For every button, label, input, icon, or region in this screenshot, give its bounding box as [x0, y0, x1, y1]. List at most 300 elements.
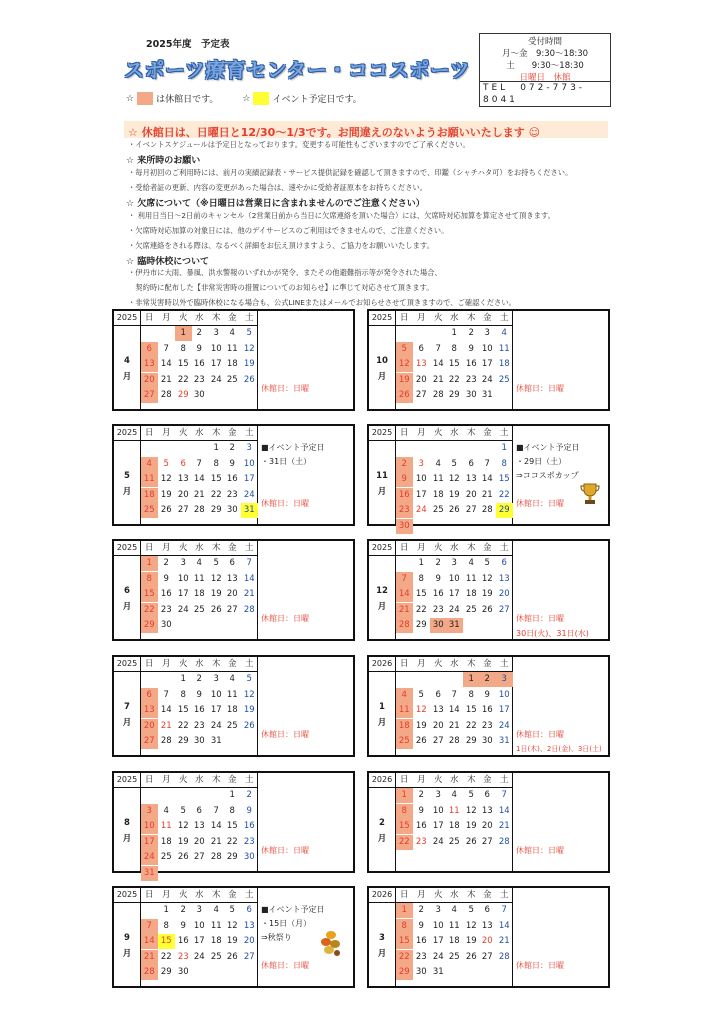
weekday-label: 土	[244, 890, 254, 900]
day-cell: 27	[177, 505, 189, 515]
weekday-label: 木	[211, 659, 221, 669]
month-calendar	[112, 424, 355, 526]
day-cell: 5	[246, 674, 252, 684]
day-cell: 6	[196, 805, 202, 816]
day-cell: 9	[484, 689, 490, 700]
closed-label: 休館日：日曜	[261, 846, 309, 855]
day-cell: 11	[498, 343, 510, 354]
day-cell: 1	[175, 326, 192, 341]
weekday-label: 日	[144, 543, 154, 553]
note-line: 契約時に配布した【非常災害時の措置についてのお知らせ】に準じて対応させて頂きます。	[128, 283, 434, 292]
month-suffix: 月	[122, 602, 132, 612]
day-cell: 16	[177, 936, 189, 946]
day-cell: 27	[498, 604, 510, 615]
day-cell: 13	[481, 920, 493, 931]
calendar-year: 2025	[114, 657, 141, 671]
day-cell: 6	[229, 558, 235, 568]
day-cell: 28	[160, 736, 172, 746]
day-cell: 4	[501, 328, 507, 338]
day-cell: 31	[141, 866, 158, 881]
day-cell: 17	[193, 936, 205, 946]
day-cell: 27	[415, 390, 427, 400]
weekday-label: 月	[416, 659, 426, 669]
day-cell: 29	[177, 736, 189, 746]
day-cell: 16	[160, 589, 172, 599]
day-cell: 16	[193, 705, 205, 715]
day-cell: 20	[498, 589, 510, 599]
day-cell: 4	[229, 328, 235, 338]
weekday-label: 土	[244, 659, 254, 669]
day-cell: 3	[196, 905, 202, 915]
month-suffix: 月	[377, 487, 387, 497]
day-cell: 16	[226, 474, 238, 484]
day-cell: 20	[141, 719, 158, 734]
weekday-label: 月	[416, 313, 426, 323]
day-cell: 22	[448, 374, 460, 385]
day-cell: 12	[210, 573, 222, 584]
weekday-label: 水	[194, 775, 204, 785]
note-line: ・イベントスケジュールは予定日となっております。変更する可能性もございますのでご了承ください。	[128, 140, 470, 149]
weekday-label: 土	[499, 313, 509, 323]
day-cell: 24	[141, 850, 158, 865]
weekday-label: 月	[416, 428, 426, 438]
day-cell: 20	[481, 821, 493, 831]
day-cell: 2	[435, 558, 441, 568]
weekday-label: 水	[449, 543, 459, 553]
day-cell: 11	[465, 573, 477, 584]
day-cell: 2	[396, 457, 413, 472]
day-cell: 21	[160, 374, 172, 385]
day-cell: 21	[498, 821, 510, 831]
day-cell: 20	[481, 936, 493, 946]
day-cell: 22	[465, 720, 477, 731]
hours-weekday: 月～金 9:30～18:30	[501, 49, 589, 59]
day-cell: 1	[396, 788, 413, 803]
day-cell: 4	[451, 905, 457, 915]
day-cell: 24	[432, 951, 444, 962]
day-cell: 11	[226, 689, 238, 700]
day-cell: 9	[229, 458, 235, 469]
day-cell: 19	[210, 589, 222, 599]
autumn-leaves-icon	[318, 928, 344, 958]
closed-label: 休館日：日曜	[261, 614, 309, 623]
day-cell: 18	[396, 719, 413, 734]
day-cell: 2	[196, 328, 202, 338]
day-cell: 24	[193, 951, 205, 962]
day-cell: 24	[415, 505, 427, 515]
weekday-label: 日	[399, 543, 409, 553]
day-cell: 4	[468, 558, 474, 568]
event-swatch	[253, 92, 269, 105]
weekday-label: 日	[399, 659, 409, 669]
weekday-label: 土	[244, 313, 254, 323]
day-cell: 7	[213, 805, 219, 816]
calendar-year: 2025	[114, 311, 141, 325]
day-cell: 29	[210, 505, 222, 515]
day-cell: 4	[196, 558, 202, 568]
weekday-label: 土	[244, 543, 254, 553]
month-calendar	[112, 309, 355, 411]
month-suffix: 月	[377, 372, 387, 382]
weekday-label: 日	[144, 775, 154, 785]
weekday-label: 日	[144, 428, 154, 438]
day-cell: 5	[468, 790, 474, 800]
day-cell: 17	[448, 589, 460, 599]
weekday-label: 土	[244, 428, 254, 438]
day-cell: 22	[498, 489, 510, 500]
day-cell: 23	[432, 604, 444, 615]
weekday-label: 木	[211, 313, 221, 323]
weekday-label: 金	[227, 775, 237, 785]
day-cell: 5	[180, 805, 186, 816]
day-cell: 3	[141, 804, 158, 819]
day-cell: 27	[226, 604, 238, 615]
day-cell: 10	[193, 920, 205, 931]
day-cell: 27	[465, 505, 477, 515]
day-cell: 26	[243, 720, 255, 731]
day-cell: 6	[141, 688, 158, 703]
day-cell: 8	[163, 920, 169, 931]
day-cell: 21	[498, 936, 510, 946]
fiscal-year-label: 2025年度 予定表	[146, 39, 230, 50]
day-cell: 30	[430, 618, 447, 633]
day-cell: 5	[229, 905, 235, 915]
day-cell: 1	[229, 790, 235, 800]
closed-label: 休館日：日曜	[516, 846, 564, 855]
day-cell: 17	[141, 835, 158, 850]
day-cell: 1	[141, 556, 158, 571]
closed-label: 休館日：日曜	[516, 961, 564, 970]
note-heading: ☆ 臨時休校について	[126, 257, 210, 267]
closed-label: 休館日：日曜	[261, 961, 309, 970]
weekday-label: 火	[178, 775, 188, 785]
note-line: ・欠席連絡をされる際は、なるべく詳細をお伝え頂けますよう、ご協力をお願いいたします。	[128, 241, 434, 250]
calendar-year: 2025	[369, 426, 396, 440]
calendar-year: 2025	[369, 311, 396, 325]
day-cell: 16	[396, 488, 413, 503]
month-suffix: 月	[122, 718, 132, 728]
day-cell: 10	[415, 474, 427, 484]
day-cell: 16	[415, 936, 427, 946]
day-cell: 28	[448, 736, 460, 746]
day-cell: 15	[465, 705, 477, 715]
calendar-year: 2025	[114, 541, 141, 555]
weekday-label: 水	[449, 659, 459, 669]
closed-extra: 1日(木)、2日(金)、3日(土)	[516, 745, 602, 753]
day-cell: 10	[481, 343, 493, 354]
weekday-label: 金	[227, 890, 237, 900]
day-cell: 4	[435, 458, 441, 469]
day-cell: 22	[210, 489, 222, 500]
note-line: ・伊丹市に大雨、暴風、洪水警報のいずれかが発令、またその他避難指示等が発令された場合、	[128, 268, 442, 277]
weekday-label: 土	[499, 775, 509, 785]
weekday-label: 月	[161, 428, 171, 438]
day-cell: 15	[448, 359, 460, 369]
day-cell: 19	[396, 373, 413, 388]
day-cell: 26	[481, 604, 493, 615]
event-note: ・15日（月）	[261, 919, 312, 928]
day-cell: 11	[448, 805, 460, 816]
day-cell: 7	[435, 343, 441, 354]
day-cell: 16	[481, 705, 493, 715]
day-cell: 20	[432, 720, 444, 731]
day-cell: 5	[163, 458, 169, 469]
day-cell: 9	[246, 805, 252, 816]
day-cell: 23	[160, 604, 172, 615]
month-calendar	[367, 424, 610, 531]
weekday-label: 火	[178, 543, 188, 553]
day-cell: 18	[432, 489, 444, 500]
day-cell: 27	[432, 736, 444, 746]
day-cell: 12	[465, 920, 477, 931]
calendar-year: 2025	[114, 426, 141, 440]
day-cell: 28	[498, 836, 510, 847]
day-cell: 17	[177, 589, 189, 599]
day-cell: 14	[396, 587, 413, 602]
day-cell: 10	[210, 343, 222, 354]
day-cell: 24	[210, 720, 222, 731]
day-cell: 7	[396, 572, 413, 587]
day-cell: 18	[465, 589, 477, 599]
day-cell: 18	[448, 821, 460, 831]
closed-extra: 30日(火)、31日(水)	[516, 629, 589, 638]
weekday-label: 木	[211, 543, 221, 553]
day-cell: 21	[432, 374, 444, 385]
calendar-year: 2026	[369, 773, 396, 787]
day-cell: 28	[498, 951, 510, 962]
day-cell: 10	[432, 920, 444, 931]
weekday-label: 土	[499, 543, 509, 553]
day-cell: 15	[396, 934, 413, 949]
day-cell: 16	[243, 821, 255, 831]
day-cell: 11	[226, 343, 238, 354]
weekday-label: 金	[482, 890, 492, 900]
day-cell: 13	[481, 805, 493, 816]
month-number: 3	[379, 933, 385, 943]
day-cell: 26	[396, 388, 413, 403]
note-line: ・毎月初回のご利用時には、前月の実績記録表・サービス提供記録を確認して頂きますので、印鑑（シャチハタ可）をお持ちください。	[128, 168, 573, 177]
day-cell: 5	[484, 558, 490, 568]
day-cell: 1	[213, 443, 219, 453]
day-cell: 13	[177, 474, 189, 484]
day-cell: 10	[243, 458, 255, 469]
day-cell: 25	[141, 503, 158, 518]
day-cell: 23	[415, 836, 427, 847]
day-cell: 9	[180, 920, 186, 931]
month-number: 5	[124, 471, 130, 481]
day-cell: 26	[226, 951, 238, 962]
day-cell: 14	[498, 805, 510, 816]
note-heading: ☆ 来所時のお願い	[126, 156, 201, 166]
day-cell: 25	[432, 505, 444, 515]
closed-label: 休館日：日曜	[261, 384, 309, 393]
day-cell: 8	[180, 343, 186, 354]
day-cell: 30	[160, 620, 172, 630]
day-cell: 24	[481, 374, 493, 385]
day-cell: 17	[432, 821, 444, 831]
day-cell: 7	[141, 919, 158, 934]
hours-label: 受付時間	[527, 37, 562, 47]
closed-label: 休館日：日曜	[516, 730, 564, 739]
day-cell: 12	[448, 474, 460, 484]
day-cell: 19	[481, 589, 493, 599]
day-cell: 30	[465, 390, 477, 400]
day-cell: 10	[141, 819, 158, 834]
day-cell: 13	[498, 573, 510, 584]
day-cell: 15	[415, 589, 427, 599]
day-cell: 13	[193, 821, 205, 831]
day-cell: 16	[465, 359, 477, 369]
day-cell: 3	[435, 790, 441, 800]
day-cell: 26	[465, 951, 477, 962]
day-cell: 8	[468, 689, 474, 700]
day-cell: 17	[498, 705, 510, 715]
weekday-label: 日	[399, 313, 409, 323]
day-cell: 3	[496, 672, 513, 687]
day-cell: 21	[193, 489, 205, 500]
day-cell: 8	[396, 919, 413, 934]
day-cell: 28	[210, 852, 222, 862]
day-cell: 27	[481, 951, 493, 962]
month-suffix: 月	[377, 718, 387, 728]
day-cell: 1	[451, 328, 457, 338]
day-cell: 2	[229, 443, 235, 453]
day-cell: 28	[193, 505, 205, 515]
day-cell: 8	[229, 805, 235, 816]
day-cell: 23	[465, 374, 477, 385]
day-cell: 5	[396, 342, 413, 357]
day-cell: 20	[415, 374, 427, 385]
reception-hours-box	[479, 33, 611, 107]
day-cell: 6	[180, 458, 186, 469]
weekday-label: 日	[399, 775, 409, 785]
weekday-label: 火	[178, 313, 188, 323]
weekday-label: 金	[482, 543, 492, 553]
day-cell: 14	[243, 573, 255, 584]
closed-label: 休館日：日曜	[516, 384, 564, 393]
day-cell: 26	[177, 852, 189, 862]
day-cell: 29	[496, 503, 513, 518]
day-cell: 20	[226, 589, 238, 599]
day-cell: 5	[468, 905, 474, 915]
day-cell: 7	[163, 343, 169, 354]
day-cell: 3	[451, 558, 457, 568]
month-calendar	[112, 539, 355, 641]
day-cell: 4	[141, 457, 158, 472]
day-cell: 7	[501, 905, 507, 915]
day-cell: 4	[396, 688, 413, 703]
holiday-swatch	[137, 92, 153, 105]
day-cell: 30	[396, 519, 413, 534]
phone-number: TEL 072-773-8041	[480, 81, 610, 106]
day-cell: 8	[451, 343, 457, 354]
day-cell: 9	[196, 689, 202, 700]
day-cell: 3	[418, 458, 424, 469]
weekday-label: 水	[194, 659, 204, 669]
day-cell: 16	[193, 359, 205, 369]
weekday-label: 月	[161, 313, 171, 323]
day-cell: 31	[241, 503, 258, 518]
day-cell: 7	[451, 689, 457, 700]
day-cell: 11	[396, 703, 413, 718]
day-cell: 23	[481, 720, 493, 731]
day-cell: 4	[213, 905, 219, 915]
day-cell: 3	[213, 328, 219, 338]
day-cell: 31	[210, 736, 222, 746]
day-cell: 22	[226, 836, 238, 847]
month-suffix: 月	[122, 834, 132, 844]
day-cell: 11	[210, 920, 222, 931]
weekday-label: 木	[466, 775, 476, 785]
day-cell: 14	[481, 474, 493, 484]
weekday-label: 土	[499, 428, 509, 438]
day-cell: 5	[418, 689, 424, 700]
legend-event-text: イベント予定日です。	[272, 95, 362, 105]
day-cell: 16	[432, 589, 444, 599]
closed-label: 休館日：日曜	[516, 614, 564, 623]
day-cell: 23	[226, 489, 238, 500]
weekday-label: 火	[433, 659, 443, 669]
day-cell: 28	[160, 390, 172, 400]
day-cell: 4	[451, 790, 457, 800]
day-cell: 10	[177, 573, 189, 584]
day-cell: 26	[160, 505, 172, 515]
day-cell: 6	[501, 558, 507, 568]
hours-sunday: 日曜日 休館	[519, 73, 571, 83]
day-cell: 14	[210, 821, 222, 831]
day-cell: 11	[141, 472, 158, 487]
weekday-label: 水	[194, 543, 204, 553]
day-cell: 28	[396, 618, 413, 633]
weekday-label: 金	[482, 659, 492, 669]
note-line: ・ 利用日当日～2日前のキャンセル（2営業日前から当日に欠席連絡を頂いた場合）には、欠席時対応加算を算定させて頂きます。	[128, 211, 555, 220]
day-cell: 25	[226, 374, 238, 385]
day-cell: 17	[243, 474, 255, 484]
day-cell: 25	[448, 951, 460, 962]
weekday-label: 日	[144, 890, 154, 900]
day-cell: 22	[177, 720, 189, 731]
day-cell: 11	[432, 474, 444, 484]
day-cell: 6	[246, 905, 252, 915]
day-cell: 30	[226, 505, 238, 515]
day-cell: 15	[210, 474, 222, 484]
day-cell: 21	[160, 720, 172, 731]
weekday-label: 金	[227, 313, 237, 323]
day-cell: 2	[479, 672, 496, 687]
day-cell: 14	[432, 359, 444, 369]
day-cell: 8	[501, 458, 507, 469]
weekday-label: 日	[399, 890, 409, 900]
closed-label: 休館日：日曜	[261, 730, 309, 739]
weekday-label: 火	[178, 428, 188, 438]
day-cell: 31	[481, 390, 493, 400]
weekday-label: 水	[194, 890, 204, 900]
day-cell: 25	[448, 836, 460, 847]
note-line: ・欠席時対応加算の対象日には、他のデイサービスのご利用はできませんので、ご注意ください。	[128, 226, 449, 235]
note-heading: ☆ 欠席について（※日曜日は営業日に含まれませんのでご注意ください）	[126, 199, 425, 209]
weekday-label: 日	[399, 428, 409, 438]
day-cell: 28	[141, 965, 158, 980]
day-cell: 18	[141, 488, 158, 503]
day-cell: 6	[484, 905, 490, 915]
day-cell: 8	[213, 458, 219, 469]
day-cell: 18	[160, 836, 172, 847]
day-cell: 28	[243, 604, 255, 615]
day-cell: 18	[210, 936, 222, 946]
day-cell: 7	[484, 458, 490, 469]
day-cell: 25	[465, 604, 477, 615]
month-number: 7	[124, 702, 130, 712]
